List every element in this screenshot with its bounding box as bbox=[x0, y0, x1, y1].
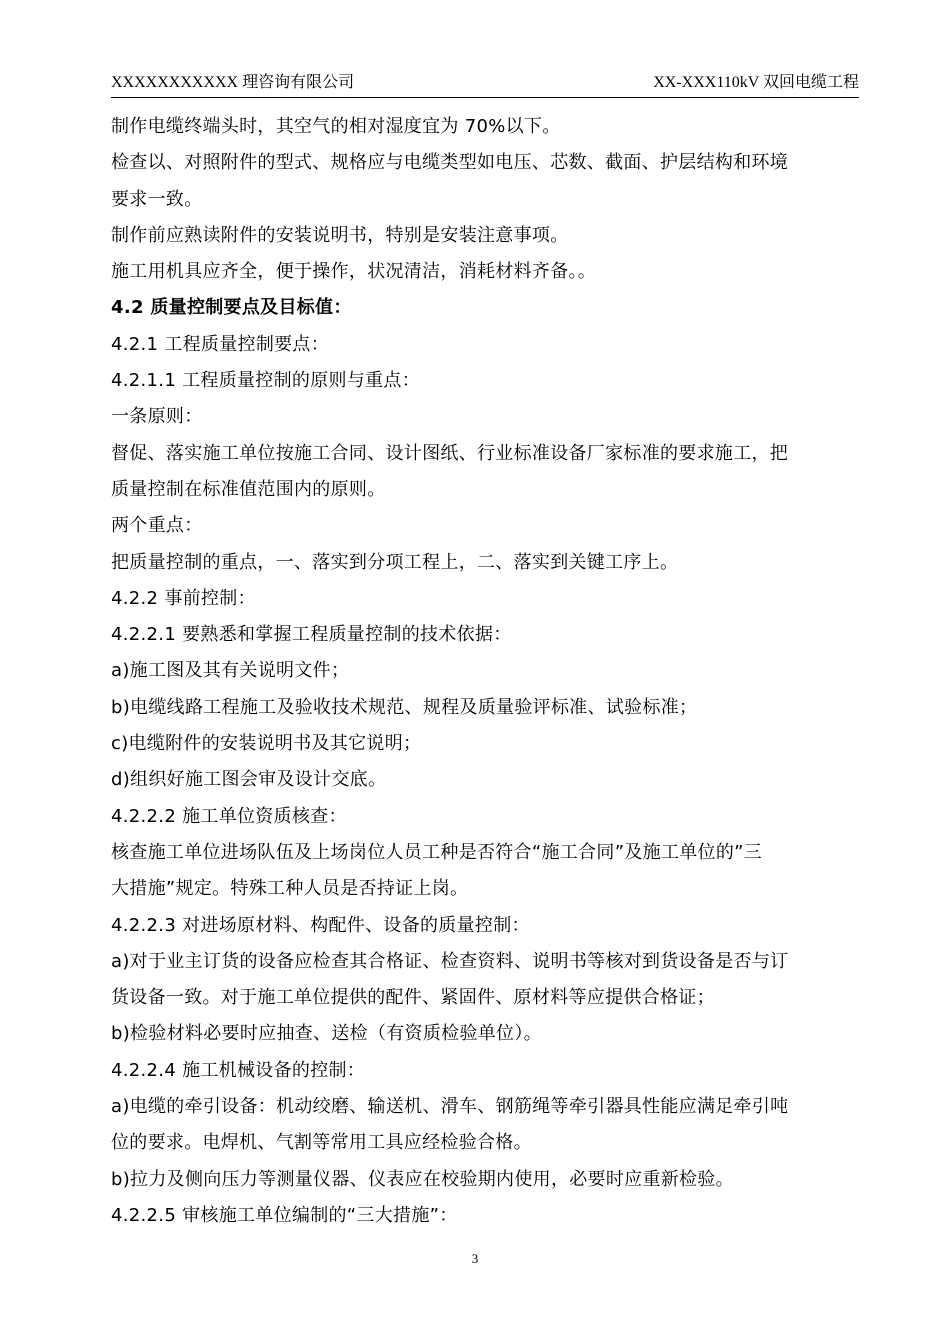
text-line: 制作前应熟读附件的安装说明书，特别是安装注意事项。 bbox=[111, 224, 569, 246]
header-company: XXXXXXXXXXX 理咨询有限公司 bbox=[111, 74, 355, 91]
body-text bbox=[111, 109, 823, 1234]
text-line: 质量控制在标准值范围内的原则。 bbox=[111, 478, 386, 500]
text-line: d)组织好施工图会审及设计交底。 bbox=[111, 769, 387, 791]
text-line: 一条原则： bbox=[111, 406, 203, 428]
text-line: a)对于业主订货的设备应检查其合格证、检查资料、说明书等核对到货设备是否与订 bbox=[111, 950, 789, 972]
text-line: a)施工图及其有关说明文件； bbox=[111, 660, 350, 682]
header-rule bbox=[111, 97, 859, 98]
text-line: 督促、落实施工单位按施工合同、设计图纸、行业标准设备厂家标准的要求施工，把 bbox=[111, 442, 789, 464]
text-line: 检查以、对照附件的型式、规格应与电缆类型如电压、芯数、截面、护层结构和环境 bbox=[111, 152, 789, 174]
page-number: 3 bbox=[471, 1251, 479, 1266]
text-line: 4.2.2.1 要熟悉和掌握工程质量控制的技术依据： bbox=[111, 624, 512, 646]
text-line: 位的要求。电焊机、气割等常用工具应经检验合格。 bbox=[111, 1132, 532, 1154]
text-line: b)检验材料必要时应抽查、送检（有资质检验单位）。 bbox=[111, 1023, 542, 1045]
text-line: 4.2.1.1 工程质量控制的原则与重点： bbox=[111, 370, 420, 392]
page-header bbox=[111, 70, 859, 96]
text-line: 4.2.2.5 审核施工单位编制的“三大措施”： bbox=[111, 1204, 458, 1226]
header-project: XX-XXX110kV 双回电缆工程 bbox=[653, 74, 859, 91]
text-line: 4.2.2.3 对进场原材料、构配件、设备的质量控制： bbox=[111, 914, 530, 936]
text-line: 4.2.2.4 施工机械设备的控制： bbox=[111, 1059, 366, 1081]
text-line: a)电缆的牵引设备：机动绞磨、输送机、滑车、钢筋绳等牵引器具性能应满足牵引吨 bbox=[111, 1096, 789, 1118]
text-line: b)电缆线路工程施工及验收技术规范、规程及质量验评标准、试验标准； bbox=[111, 696, 698, 718]
text-line: 大措施”规定。特殊工种人员是否持证上岗。 bbox=[111, 878, 469, 900]
text-line: 把质量控制的重点，一、落实到分项工程上，二、落实到关键工序上。 bbox=[111, 551, 679, 573]
text-line: c)电缆附件的安装说明书及其它说明； bbox=[111, 733, 422, 755]
text-line: 4.2.2 事前控制： bbox=[111, 587, 256, 609]
text-line: 4.2.2.2 施工单位资质核查： bbox=[111, 805, 347, 827]
section-heading: 4.2 质量控制要点及目标值： bbox=[111, 297, 352, 319]
text-line: 施工用机具应齐全，便于操作，状况清洁，消耗材料齐备。。 bbox=[111, 261, 597, 283]
text-line: 货设备一致。对于施工单位提供的配件、紧固件、原材料等应提供合格证； bbox=[111, 987, 715, 1009]
text-line: 核查施工单位进场队伍及上场岗位人员工种是否符合“施工合同”及施工单位的”三 bbox=[111, 841, 763, 863]
text-line: b)拉力及侧向压力等测量仪器、仪表应在校验期内使用，必要时应重新检验。 bbox=[111, 1168, 734, 1190]
text-line: 4.2.1 工程质量控制要点： bbox=[111, 333, 330, 355]
text-line: 两个重点： bbox=[111, 515, 203, 537]
text-line: 制作电缆终端头时，其空气的相对湿度宜为 70%以下。 bbox=[111, 116, 561, 137]
text-line: 要求一致。 bbox=[111, 188, 203, 210]
